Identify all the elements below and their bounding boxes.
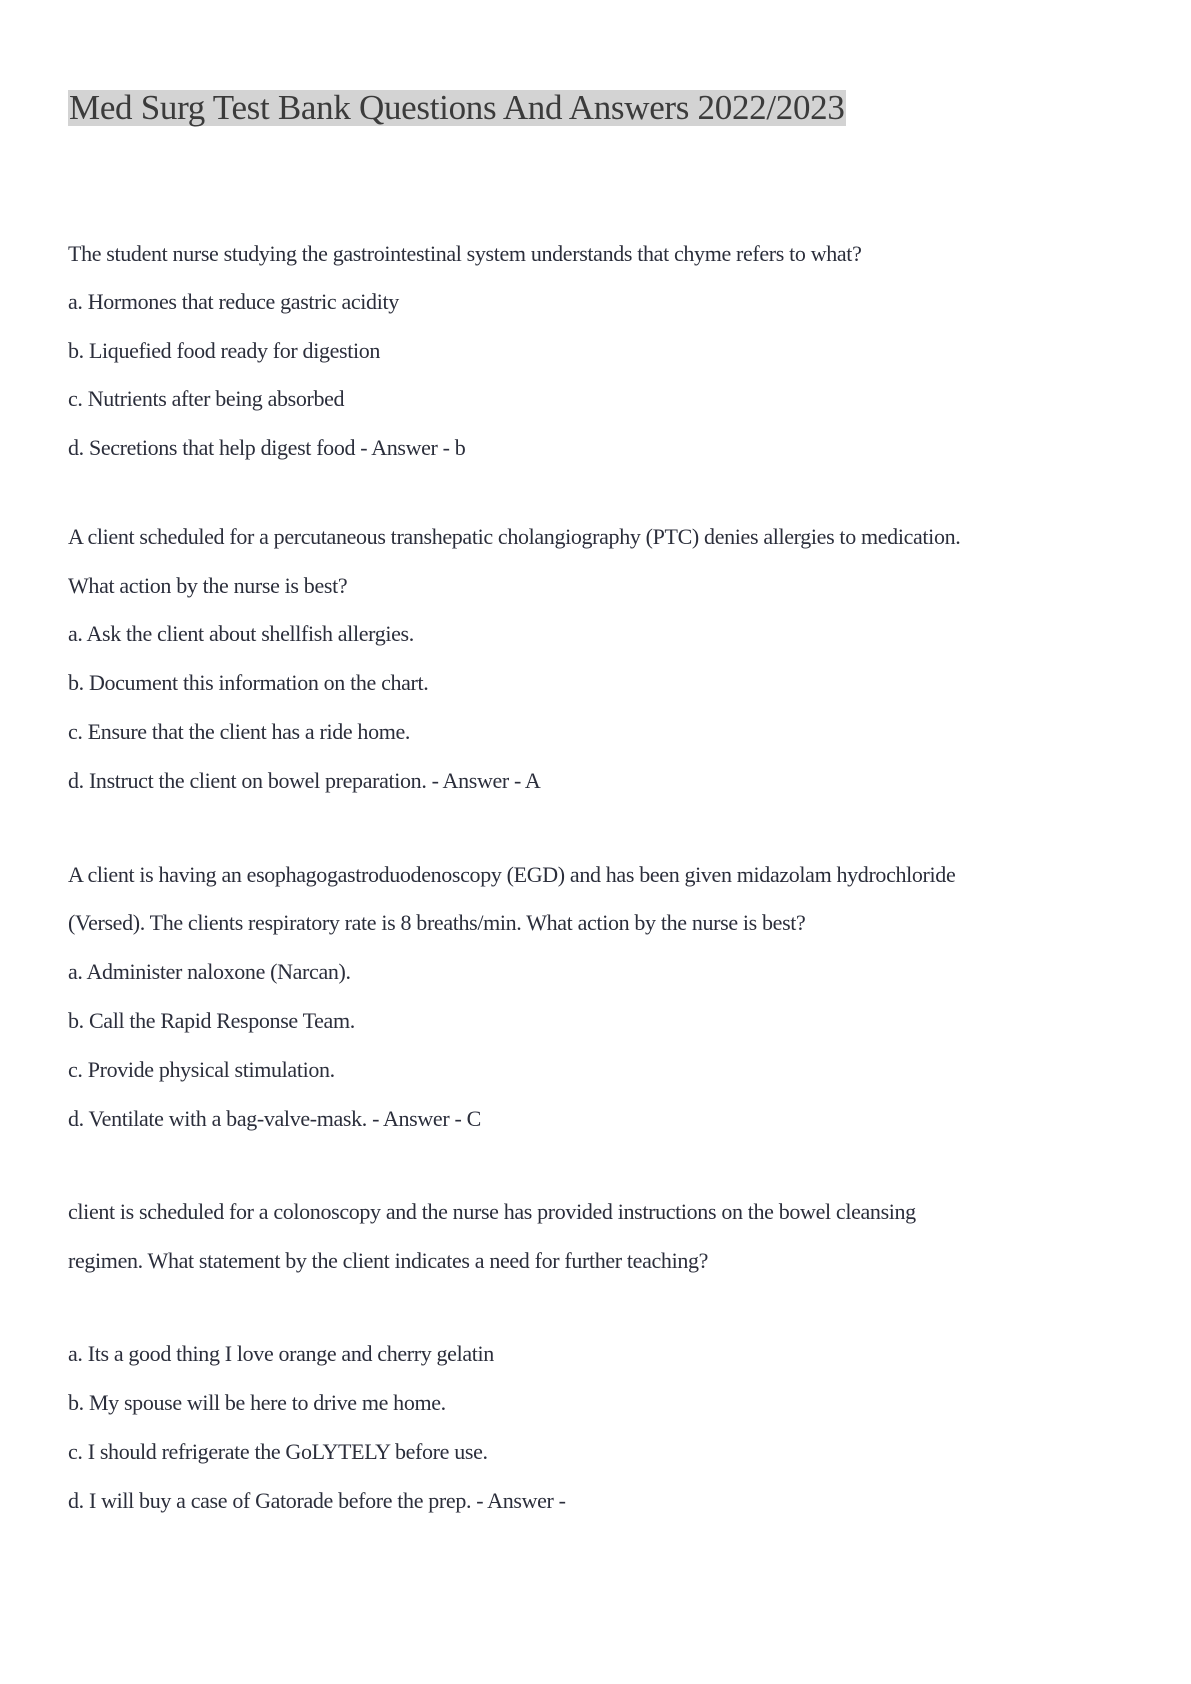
question-stem: A client scheduled for a percutaneous transhepatic cholangiography (PTC) denies allergies to medication.: [68, 524, 961, 549]
answer-option-d: d. Instruct the client on bowel preparation. - Answer - A: [68, 768, 541, 793]
answer-option-c: c. Ensure that the client has a ride home.: [68, 719, 411, 744]
question-stem-continued: regimen. What statement by the client indicates a need for further teaching?: [68, 1248, 709, 1273]
answer-option-a: a. Ask the client about shellfish allergies.: [68, 621, 414, 646]
answer-option-d: d. Secretions that help digest food - Answer - b: [68, 435, 466, 460]
document-title: Med Surg Test Bank Questions And Answers 2022/2023: [69, 88, 845, 127]
question-stem: client is scheduled for a colonoscopy and the nurse has provided instructions on the bowel cleansing: [68, 1199, 916, 1224]
answer-option-c: c. Provide physical stimulation.: [68, 1057, 335, 1082]
question-stem: A client is having an esophagogastroduodenoscopy (EGD) and has been given midazolam hydrochloride: [68, 862, 956, 887]
answer-option-c: c. Nutrients after being absorbed: [68, 386, 345, 411]
answer-option-b: b. Call the Rapid Response Team.: [68, 1008, 355, 1033]
answer-option-d: d. I will buy a case of Gatorade before the prep. - Answer -: [68, 1488, 566, 1513]
answer-option-b: b. My spouse will be here to drive me home.: [68, 1390, 446, 1415]
answer-option-a: a. Its a good thing I love orange and cherry gelatin: [68, 1341, 494, 1366]
question-stem-continued: (Versed). The clients respiratory rate is 8 breaths/min. What action by the nurse is best?: [68, 910, 806, 935]
answer-option-b: b. Liquefied food ready for digestion: [68, 338, 381, 363]
question-stem: The student nurse studying the gastrointestinal system understands that chyme refers to what?: [68, 241, 862, 266]
answer-option-b: b. Document this information on the chart.: [68, 670, 429, 695]
answer-option-a: a. Hormones that reduce gastric acidity: [68, 289, 399, 314]
answer-option-d: d. Ventilate with a bag-valve-mask. - Answer - C: [68, 1106, 481, 1131]
answer-option-c: c. I should refrigerate the GoLYTELY before use.: [68, 1439, 488, 1464]
answer-option-a: a. Administer naloxone (Narcan).: [68, 959, 351, 984]
question-stem-continued: What action by the nurse is best?: [68, 573, 348, 598]
